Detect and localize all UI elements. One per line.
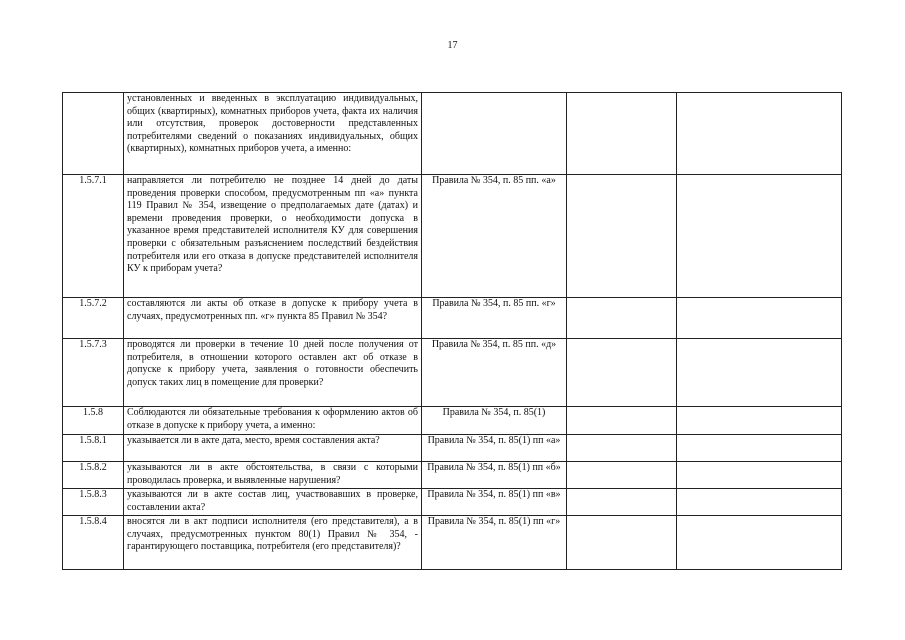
item-legal-reference: Правила № 354, п. 85 пп. «г»	[422, 298, 567, 339]
item-question: Соблюдаются ли обязательные требования к оформлению актов об отказе в допуске к прибору учета, а именно:	[124, 407, 422, 435]
table-row	[63, 298, 842, 339]
checklist-table	[62, 92, 842, 570]
notes-cell	[677, 407, 842, 435]
answer-cell	[567, 407, 677, 435]
notes-cell	[677, 489, 842, 516]
item-number: 1.5.7.2	[63, 298, 124, 339]
answer-cell	[567, 489, 677, 516]
notes-cell	[677, 462, 842, 489]
item-number: 1.5.8.1	[63, 435, 124, 462]
item-number	[63, 93, 124, 175]
item-legal-reference: Правила № 354, п. 85(1)	[422, 407, 567, 435]
answer-cell	[567, 516, 677, 570]
answer-cell	[567, 93, 677, 175]
item-question: указывается ли в акте дата, место, время составления акта?	[124, 435, 422, 462]
answer-cell	[567, 435, 677, 462]
item-question: составляются ли акты об отказе в допуске к прибору учета в случаях, предусмотренных пп. «г» пункта 85 Правил № 354?	[124, 298, 422, 339]
item-number: 1.5.8.4	[63, 516, 124, 570]
item-question: направляется ли потребителю не позднее 14 дней до даты проведения проверки способом, предусмотренным пп «а» пункта 119 Правил № 354, извещение о предполагаемых дате (датах) и времени проведения проверки, о необходимости допуска в указанное время представителей исполнителя КУ для совершения проверки с обязательным разъяснением последствий бездействия потребителя или его отказа в допуске представителей исполнителя КУ к приборам учета?	[124, 175, 422, 298]
item-legal-reference: Правила № 354, п. 85(1) пп «б»	[422, 462, 567, 489]
table-row	[63, 339, 842, 407]
item-legal-reference: Правила № 354, п. 85 пп. «а»	[422, 175, 567, 298]
item-legal-reference: Правила № 354, п. 85 пп. «д»	[422, 339, 567, 407]
table-row	[63, 489, 842, 516]
table-row	[63, 435, 842, 462]
item-question: указываются ли в акте обстоятельства, в связи с которыми проводилась проверка, и выявленные нарушения?	[124, 462, 422, 489]
item-question: проводятся ли проверки в течение 10 дней после получения от потребителя, в отношении которого оставлен акт об отказе в допуске к прибору учета, заявления о готовности обеспечить допуск таких лиц в помещение для проверки?	[124, 339, 422, 407]
item-legal-reference: Правила № 354, п. 85(1) пп «а»	[422, 435, 567, 462]
item-number: 1.5.7.3	[63, 339, 124, 407]
answer-cell	[567, 339, 677, 407]
page-number: 17	[447, 40, 458, 51]
answer-cell	[567, 298, 677, 339]
table-row	[63, 93, 842, 175]
notes-cell	[677, 93, 842, 175]
notes-cell	[677, 339, 842, 407]
item-number: 1.5.8	[63, 407, 124, 435]
notes-cell	[677, 175, 842, 298]
notes-cell	[677, 516, 842, 570]
table-row	[63, 175, 842, 298]
item-legal-reference	[422, 93, 567, 175]
item-number: 1.5.8.3	[63, 489, 124, 516]
table-row	[63, 407, 842, 435]
item-legal-reference: Правила № 354, п. 85(1) пп «г»	[422, 516, 567, 570]
notes-cell	[677, 435, 842, 462]
item-question: вносятся ли в акт подписи исполнителя (его представителя), а в случаях, предусмотренных пунктом 80(1) Правил № 354, - гарантирующего поставщика, потребителя (его представителя)?	[124, 516, 422, 570]
item-question: установленных и введенных в эксплуатацию индивидуальных, общих (квартирных), комнатных приборов учета, факта их наличия или отсутствия, проверок достоверности представленных потребителями сведений о показаниях индивидуальных, общих (квартирных), комнатных приборов учета, а именно:	[124, 93, 422, 175]
table-row	[63, 462, 842, 489]
answer-cell	[567, 462, 677, 489]
item-number: 1.5.7.1	[63, 175, 124, 298]
notes-cell	[677, 298, 842, 339]
item-legal-reference: Правила № 354, п. 85(1) пп «в»	[422, 489, 567, 516]
answer-cell	[567, 175, 677, 298]
item-question: указываются ли в акте состав лиц, участвовавших в проверке, составлении акта?	[124, 489, 422, 516]
table-row	[63, 516, 842, 570]
item-number: 1.5.8.2	[63, 462, 124, 489]
